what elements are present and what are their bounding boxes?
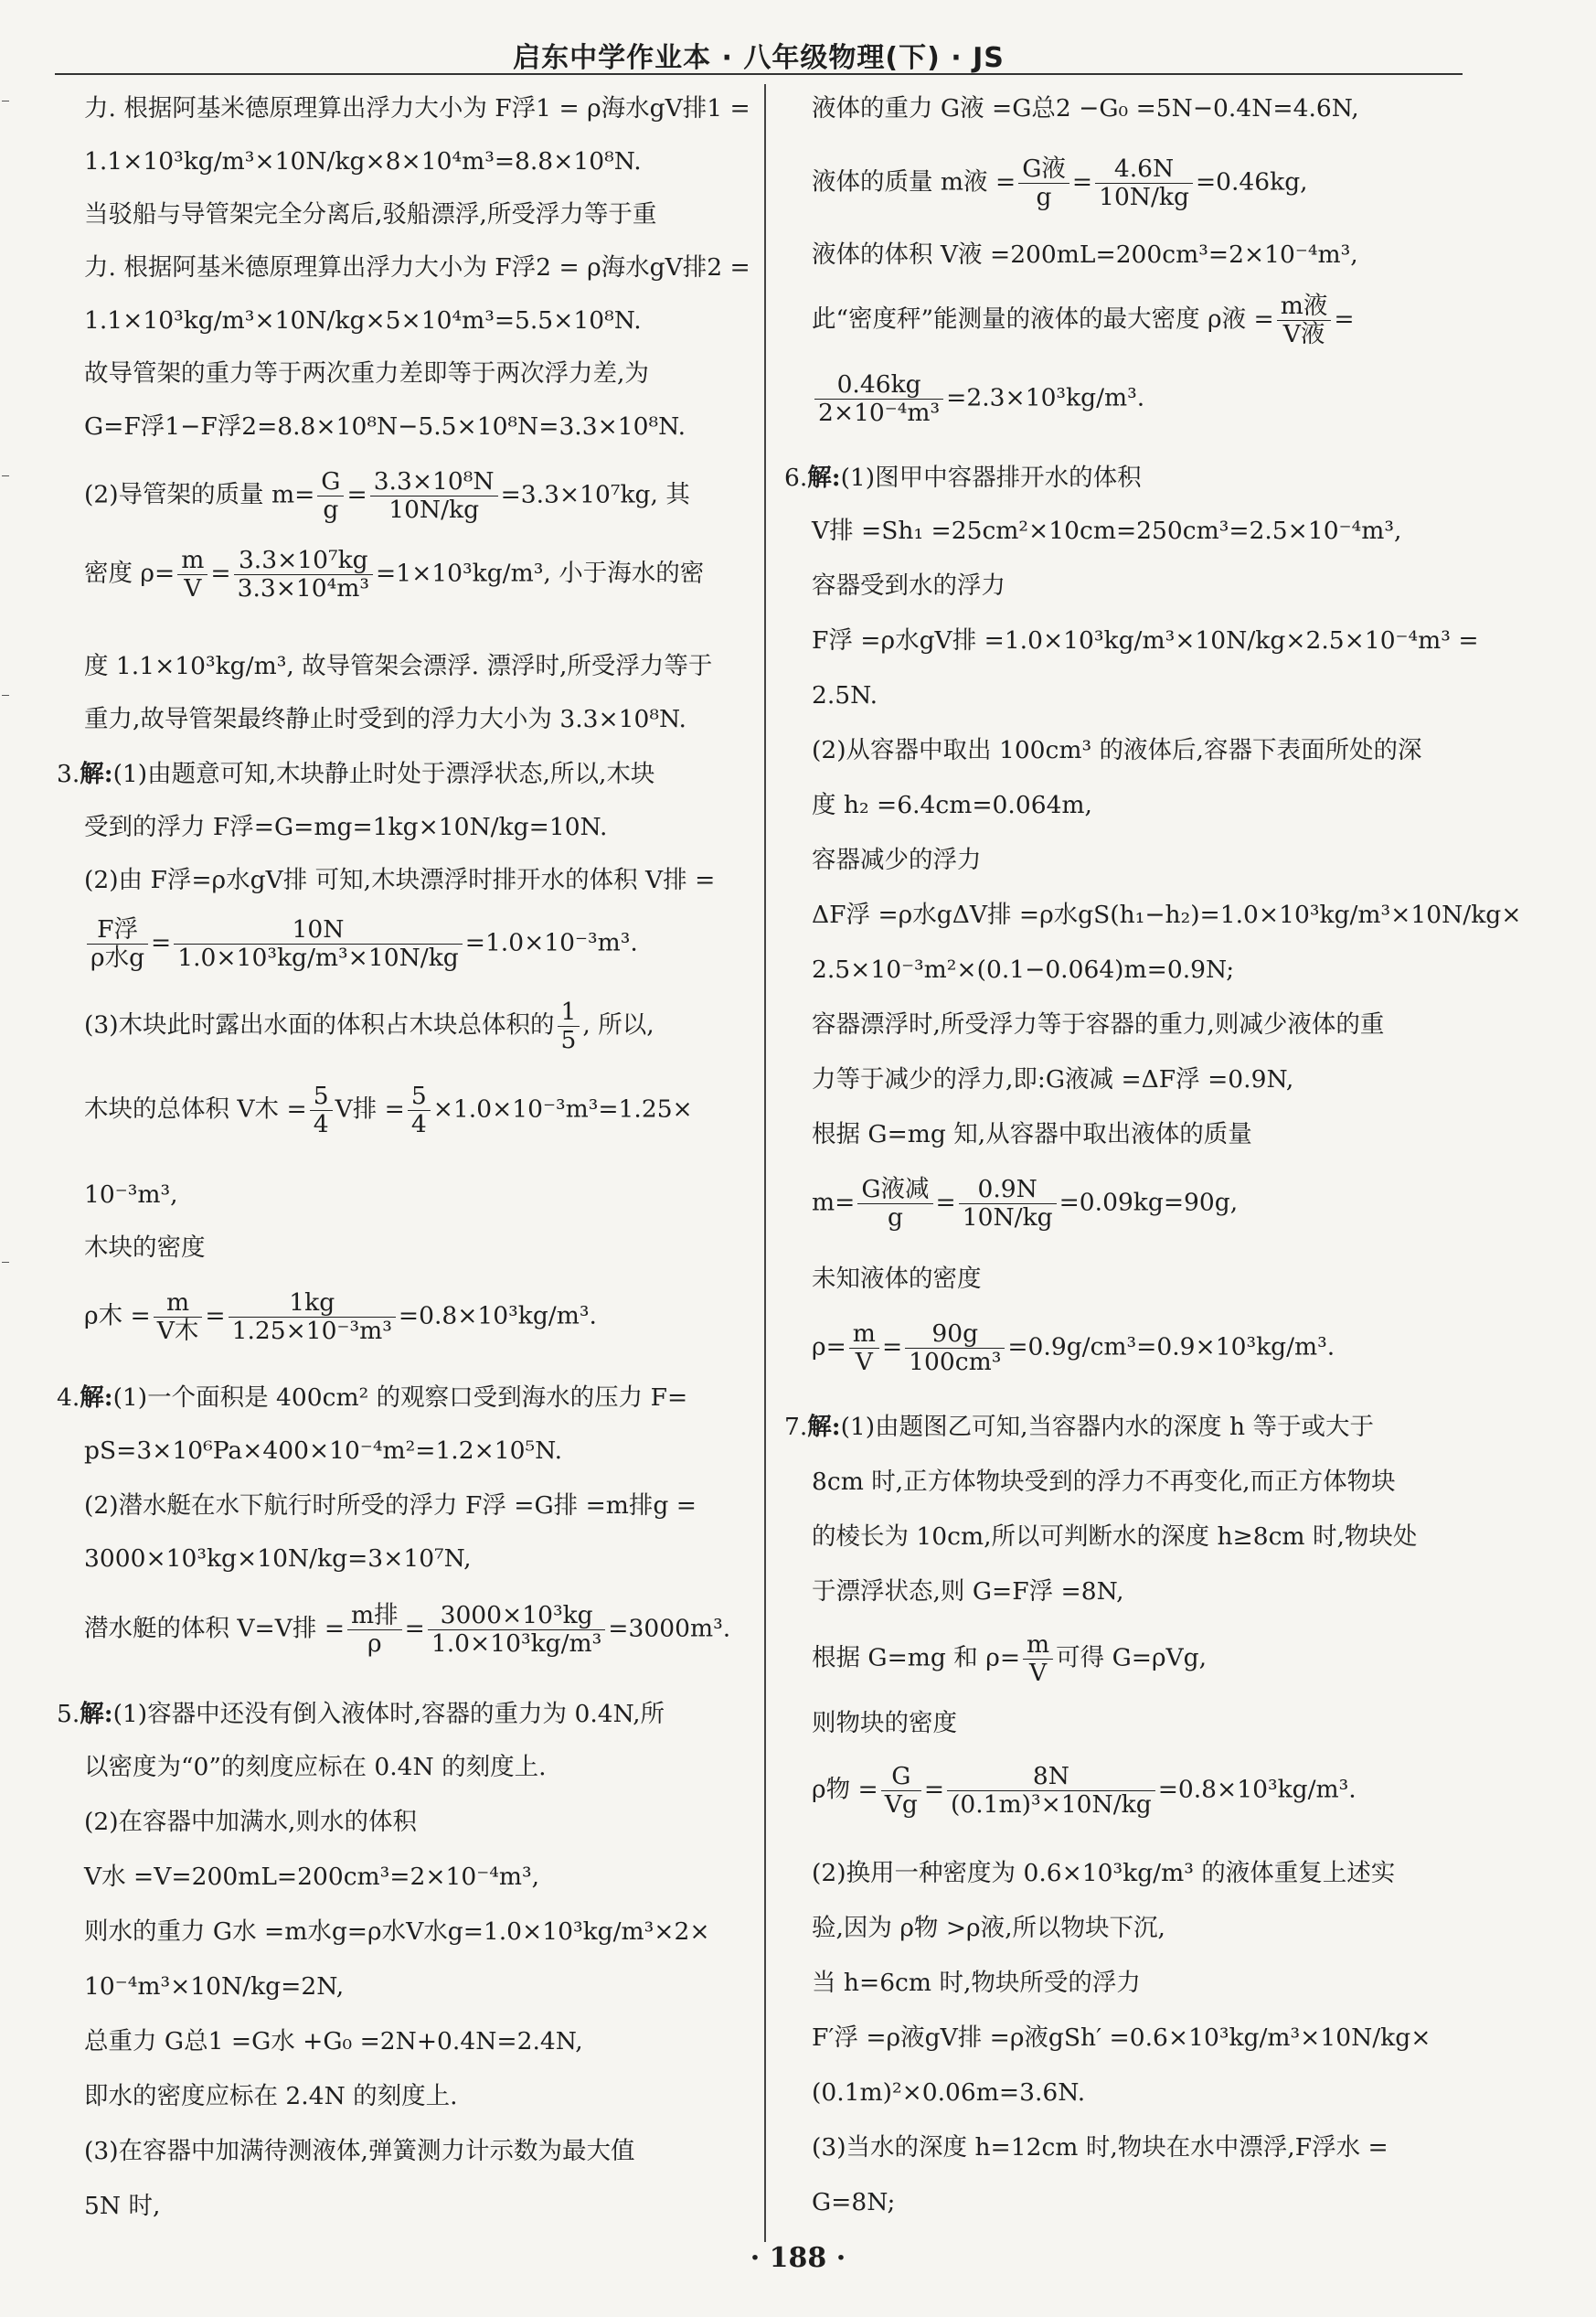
text-line: 10⁻³m³,: [84, 1180, 178, 1209]
text-line: 1.1×10³kg/m³×10N/kg×8×10⁴m³=8.8×10⁸N.: [84, 147, 642, 176]
text-line: 力. 根据阿基米德原理算出浮力大小为 F浮2 = ρ海水gV排2 =: [84, 253, 750, 282]
formula-line: 潜水艇的体积 V=V排 = $\frac{\text{m排}}{\rho}$ = $\frac{\text{3000×10³kg}}{\text{1.0×10³kg/m³}}$ =3000m³.: [84, 1601, 731, 1658]
formula-line: $\frac{\text{F浮}}{\text{ρ水g}}$ = $\frac{10N}{\text{1.0×10³kg/m³×10N/kg}}$ =1.0×10⁻³m³.: [84, 916, 638, 972]
edge-mark: [2, 1262, 9, 1268]
text-line: V排 =Sh₁ =25cm²×10cm=250cm³=2.5×10⁻⁴m³,: [812, 517, 1402, 545]
formula-line: 液体的质量 m液 = $\frac{\text{G液}}{g}$ = $\frac{4.6N}{10N/kg}$ =0.46kg,: [812, 155, 1308, 211]
text-line: F浮 =ρ水gV排 =1.0×10³kg/m³×10N/kg×2.5×10⁻⁴m³ =: [812, 626, 1479, 655]
formula-line: m= $\frac{\text{G液减}}{g}$ = $\frac{0.9N}{10N/kg}$ =0.09kg=90g,: [812, 1175, 1239, 1232]
text-line: 容器受到水的浮力: [812, 571, 1005, 600]
page-header: 启东中学作业本 · 八年级物理(下) · JS: [513, 42, 1005, 74]
text-line: 容器漂浮时,所受浮力等于容器的重力,则减少液体的重: [812, 1010, 1385, 1039]
formula-line: ρ木 = $\frac{m}{\text{V木}}$ = $\frac{1kg}{\text{1.25×10⁻³m³}}$ =0.8×10³kg/m³.: [84, 1288, 597, 1345]
text-line: V水 =V=200mL=200cm³=2×10⁻⁴m³,: [84, 1863, 540, 1891]
question-6: 6.解:(1)图甲中容器排开水的体积: [784, 464, 1142, 492]
text-line: 容器减少的浮力: [812, 846, 982, 874]
text-line: (3)当水的深度 h=12cm 时,物块在水中漂浮,F浮水 =: [812, 2133, 1389, 2162]
text-line: 液体的体积 V液 =200mL=200cm³=2×10⁻⁴m³,: [812, 240, 1358, 269]
text-line: 力等于减少的浮力,即:G液减 =ΔF浮 =0.9N,: [812, 1065, 1294, 1094]
text-line: 8cm 时,正方体物块受到的浮力不再变化,而正方体物块: [812, 1468, 1396, 1496]
text-line: 重力,故导管架最终静止时受到的浮力大小为 3.3×10⁸N.: [84, 705, 686, 733]
edge-mark: [2, 475, 9, 482]
text-line: (2)潜水艇在水下航行时所受的浮力 F浮 =G排 =m排g =: [84, 1491, 697, 1520]
text-line: 2.5N.: [812, 681, 878, 710]
text-line: 度 h₂ =6.4cm=0.064m,: [812, 791, 1092, 819]
text-line: 当 h=6cm 时,物块所受的浮力: [812, 1969, 1141, 1997]
page-number: · 188 ·: [750, 2242, 846, 2274]
text-line: G=8N;: [812, 2188, 896, 2216]
formula-line: $\frac{0.46kg}{\text{2×10⁻⁴m³}}$ =2.3×10³kg/m³.: [812, 371, 1144, 427]
text-line: 则物块的密度: [812, 1709, 957, 1737]
text-line: (2)换用一种密度为 0.6×10³kg/m³ 的液体重复上述实: [812, 1859, 1396, 1887]
formula-line: ρ= $\frac{m}{V}$ = $\frac{90g}{\text{100cm³}}$ =0.9g/cm³=0.9×10³kg/m³.: [812, 1319, 1335, 1376]
text-line: 于漂浮状态,则 G=F浮 =8N,: [812, 1577, 1124, 1606]
text-line: F′浮 =ρ液gV排 =ρ液gSh′ =0.6×10³kg/m³×10N/kg×: [812, 2023, 1431, 2052]
edge-mark: [2, 101, 9, 107]
text-line: 2.5×10⁻³m²×(0.1−0.064)m=0.9N;: [812, 956, 1235, 984]
text-line: (2)从容器中取出 100cm³ 的液体后,容器下表面所处的深: [812, 736, 1422, 764]
text-line: (2)在容器中加满水,则水的体积: [84, 1808, 417, 1836]
formula-line: 密度 ρ= $\frac{m}{V}$ = $\frac{\text{3.3×10⁷kg}}{\text{3.3×10⁴m³}}$ =1×10³kg/m³, 小于海水的密: [84, 546, 705, 603]
formula-line: (2)导管架的质量 m= $\frac{G}{g}$ = $\frac{\text{3.3×10⁸N}}{10N/kg}$ =3.3×10⁷kg, 其: [84, 467, 690, 524]
text-line: 则水的重力 G水 =m水g=ρ水V水g=1.0×10³kg/m³×2×: [84, 1917, 710, 1946]
text-line: (2)由 F浮=ρ水gV排 可知,木块漂浮时排开水的体积 V排 =: [84, 866, 716, 894]
formula-line: 木块的总体积 V木 = $\frac{5}{4}$ V排 = $\frac{5}{4}$ ×1.0×10⁻³m³=1.25×: [84, 1082, 693, 1138]
question-3: 3.解:(1)由题意可知,木块静止时处于漂浮状态,所以,木块: [57, 760, 655, 788]
text-line: 以密度为“0”的刻度应标在 0.4N 的刻度上.: [84, 1753, 547, 1781]
formula-line: 根据 G=mg 和 ρ= $\frac{m}{V}$ 可得 G=ρVg,: [812, 1630, 1208, 1687]
text-line: 5N 时,: [84, 2192, 161, 2220]
text-line: 10⁻⁴m³×10N/kg=2N,: [84, 1972, 345, 2001]
text-line: 液体的重力 G液 =G总2 −G₀ =5N−0.4N=4.6N,: [812, 94, 1359, 123]
text-line: 即水的密度应标在 2.4N 的刻度上.: [84, 2082, 458, 2110]
edge-mark: [2, 695, 9, 701]
text-line: 当驳船与导管架完全分离后,驳船漂浮,所受浮力等于重: [84, 200, 657, 229]
formula-line: 此“密度秤”能测量的液体的最大密度 ρ液 = $\frac{\text{m液}}{\text{V液}}$ =: [812, 292, 1355, 348]
text-line: ΔF浮 =ρ水gΔV排 =ρ水gS(h₁−h₂)=1.0×10³kg/m³×10N/kg×: [812, 901, 1522, 929]
text-line: (3)在容器中加满待测液体,弹簧测力计示数为最大值: [84, 2137, 635, 2165]
formula-line: (3)木块此时露出水面的体积占木块总体积的 $\frac{1}{5}$ , 所以,: [84, 998, 654, 1054]
text-line: 力. 根据阿基米德原理算出浮力大小为 F浮1 = ρ海水gV排1 =: [84, 94, 750, 123]
text-line: 3000×10³kg×10N/kg=3×10⁷N,: [84, 1544, 472, 1573]
question-7: 7.解:(1)由题图乙可知,当容器内水的深度 h 等于或大于: [784, 1413, 1374, 1441]
text-line: 1.1×10³kg/m³×10N/kg×5×10⁴m³=5.5×10⁸N.: [84, 306, 642, 335]
text-line: 故导管架的重力等于两次重力差即等于两次浮力差,为: [84, 359, 649, 388]
text-line: G=F浮1−F浮2=8.8×10⁸N−5.5×10⁸N=3.3×10⁸N.: [84, 412, 686, 441]
text-line: 根据 G=mg 知,从容器中取出液体的质量: [812, 1120, 1252, 1148]
question-4: 4.解:(1)一个面积是 400cm² 的观察口受到海水的压力 F=: [57, 1383, 688, 1412]
text-line: 未知液体的密度: [812, 1265, 982, 1293]
text-line: (0.1m)²×0.06m=3.6N.: [812, 2078, 1086, 2107]
text-line: 的棱长为 10cm,所以可判断水的深度 h≥8cm 时,物块处: [812, 1522, 1418, 1551]
text-line: pS=3×10⁶Pa×400×10⁻⁴m²=1.2×10⁵N.: [84, 1436, 563, 1465]
question-5: 5.解:(1)容器中还没有倒入液体时,容器的重力为 0.4N,所: [57, 1700, 665, 1728]
text-line: 验,因为 ρ物 >ρ液,所以物块下沉,: [812, 1914, 1165, 1942]
header-rule: [55, 73, 1463, 75]
text-line: 总重力 G总1 =G水 +G₀ =2N+0.4N=2.4N,: [84, 2027, 583, 2055]
formula-line: ρ物 = $\frac{G}{Vg}$ = $\frac{8N}{\text{(0.1m)³×10N/kg}}$ =0.8×10³kg/m³.: [812, 1762, 1357, 1819]
column-divider: [764, 84, 766, 2242]
text-line: 受到的浮力 F浮=G=mg=1kg×10N/kg=10N.: [84, 813, 608, 841]
text-line: 度 1.1×10³kg/m³, 故导管架会漂浮. 漂浮时,所受浮力等于: [84, 652, 713, 680]
text-line: 木块的密度: [84, 1233, 206, 1262]
